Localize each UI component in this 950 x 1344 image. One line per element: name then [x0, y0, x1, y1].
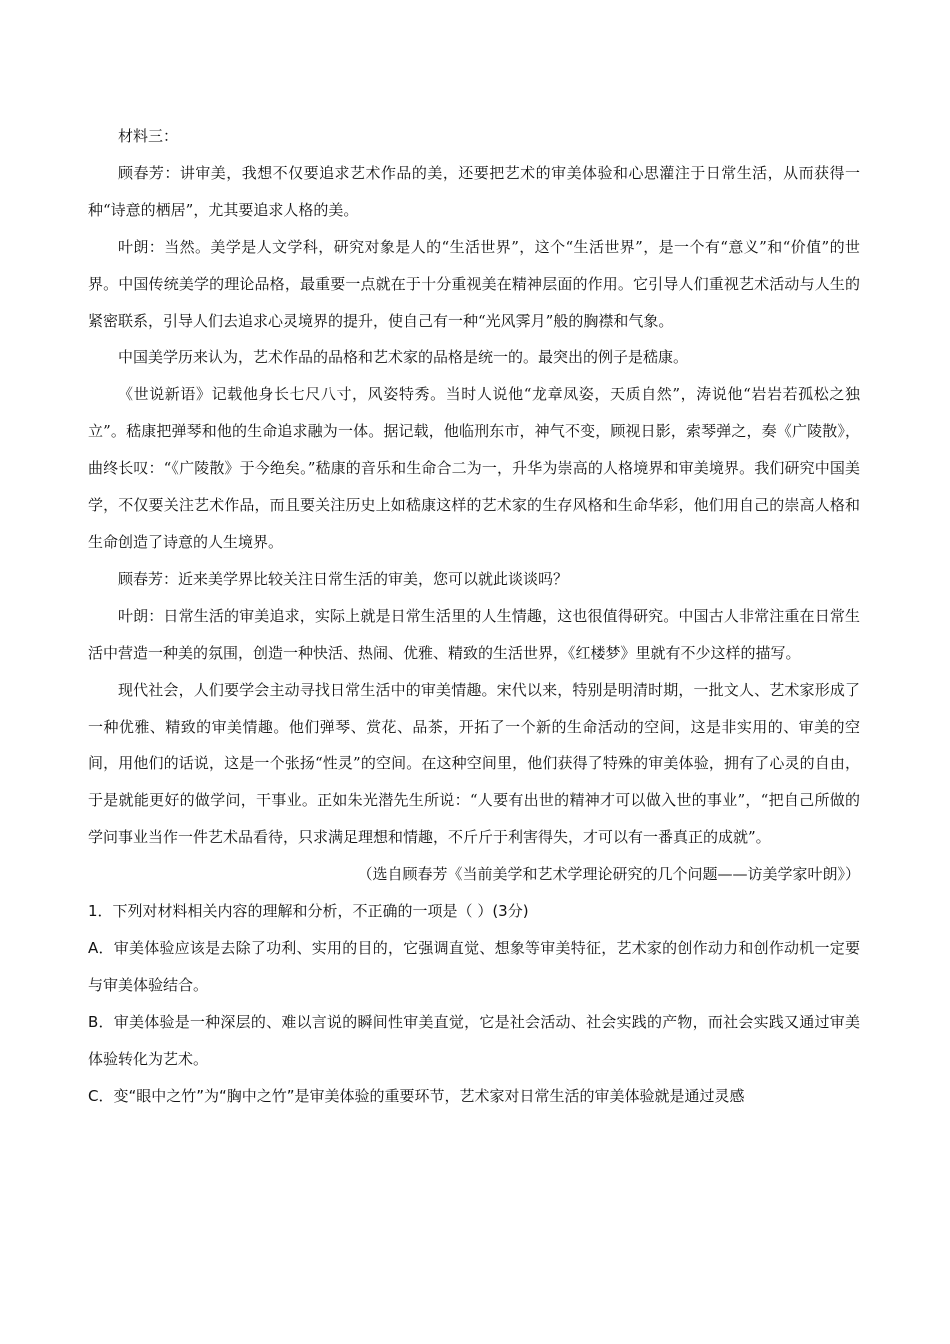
option-a: A．审美体验应该是去除了功利、实用的目的，它强调直觉、想象等审美特征，艺术家的创作动力和创作动机一定要与审美体验结合。: [88, 938, 860, 994]
material-heading: 材料三：: [118, 127, 179, 145]
paragraph-modern-society: 现代社会，人们要学会主动寻找日常生活中的审美情趣。宋代以来，特别是明清时期，一批文人、艺术家形成了一种优雅、精致的审美情趣。他们弹琴、赏花、品茶，开拓了一个新的生命活动的空间，这是非实用的、审美的空间，用他们的话说，这是一个张扬“性灵”的空间。在这种空间里，他们获得了特殊的审美体验，拥有了心灵的自由，于是就能更好的做学问，干事业。正如朱光潜先生所说：“人要有出世的精神才可以做入世的事业”，“把自己所做的学问事业当作一件艺术品看待，只求满足理想和情趣，不斤斤于利害得失，才可以有一番真正的成就”。: [88, 680, 860, 847]
paragraph-aesthetics-tradition: 中国美学历来认为，艺术作品的品格和艺术家的品格是统一的。最突出的例子是嵇康。: [118, 348, 689, 367]
document-body: [88, 118, 860, 1114]
paragraph-ye-2: 叶朗：日常生活的审美追求，实际上就是日常生活里的人生情趣，这也很值得研究。中国古人非常注重在日常生活中营造一种美的氛围，创造一种快活、热闹、优雅、精致的生活世界，《红楼梦》里就有不少这样的描写。: [88, 606, 860, 662]
question-stem: 1．下列对材料相关内容的理解和分析，不正确的一项是（ ）(3分): [88, 902, 529, 921]
option-c: C．变“眼中之竹”为“胸中之竹”是审美体验的重要环节，艺术家对日常生活的审美体验就是通过灵感: [88, 1086, 745, 1105]
paragraph-gu-1: 顾春芳：讲审美，我想不仅要追求艺术作品的美，还要把艺术的审美体验和心思灌注于日常生活，从而获得一种“诗意的栖居”，尤其要追求人格的美。: [88, 163, 860, 219]
option-b: B．审美体验是一种深层的、难以言说的瞬间性审美直觉，它是社会活动、社会实践的产物，而社会实践又通过审美体验转化为艺术。: [88, 1012, 860, 1068]
paragraph-gu-2: 顾春芳：近来美学界比较关注日常生活的审美，您可以就此谈谈吗？: [118, 569, 569, 588]
paragraph-ye-1: 叶朗：当然。美学是人文学科，研究对象是人的“生活世界”，这个“生活世界”，是一个有“意义”和“价值”的世界。中国传统美学的理论品格，最重要一点就在于十分重视美在精神层面的作用。它引导人们重视艺术活动与人生的紧密联系，引导人们去追求心灵境界的提升，使自己有一种“光风霁月”般的胸襟和气象。: [88, 237, 860, 330]
paragraph-jikang: 《世说新语》记载他身长七尺八寸，风姿特秀。当时人说他“龙章凤姿，天质自然”，涛说他“岩岩若孤松之独立”。嵇康把弹琴和他的生命追求融为一体。据记载，他临刑东市，神气不变，顾视日影，索琴弹之，奏《广陵散》，曲终长叹：“《广陵散》于今绝矣。”嵇康的音乐和生命合二为一，升华为崇高的人格境界和审美境界。我们研究中国美学，不仅要关注艺术作品，而且要关注历史上如嵇康这样的艺术家的生存风格和生命华彩，他们用自己的崇高人格和生命创造了诗意的人生境界。: [88, 385, 860, 551]
source-citation: （选自顾春芳《当前美学和艺术学理论研究的几个问题——访美学家叶朗》）: [357, 865, 860, 884]
